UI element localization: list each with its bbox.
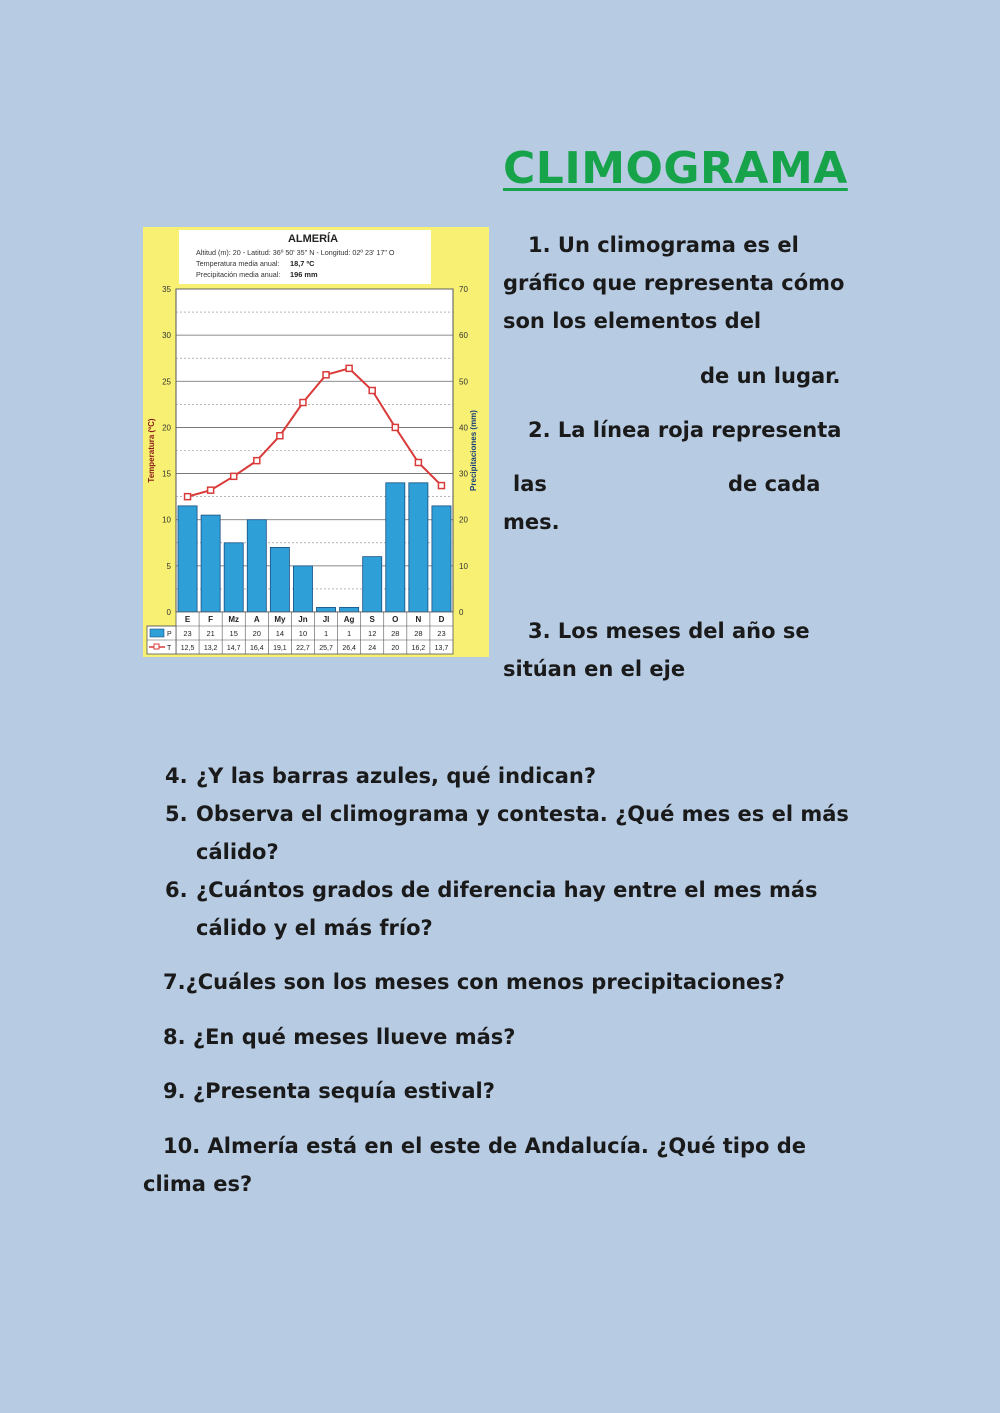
precipitation-bar: [201, 515, 220, 612]
precipitation-value: 1: [347, 629, 352, 638]
temperature-point: [369, 388, 375, 394]
temperature-point: [323, 372, 329, 378]
y-tick-left: 30: [162, 331, 171, 341]
list-text: cálido?: [196, 840, 279, 864]
x-tick-label: F: [208, 615, 214, 624]
chart-title: ALMERÍA: [287, 233, 339, 245]
info-line: Temperatura media anual:: [196, 259, 280, 268]
list-text: Observa el climograma y contesta. ¿Qué mes es el más: [196, 802, 849, 826]
y-tick-right: 60: [459, 331, 468, 341]
question-list: [165, 757, 865, 947]
temperature-point: [231, 473, 237, 479]
precipitation-value: 28: [391, 629, 400, 638]
info-line: Altitud (m): 20 - Latitud: 36º 50' 35" N - Longitud: 02º 23' 17" O: [196, 248, 395, 257]
list-text: ¿Y las barras azules, qué indican?: [196, 764, 597, 788]
x-tick-label: Mz: [228, 615, 240, 624]
y-tick-right: 20: [459, 515, 468, 525]
temperature-point: [185, 494, 191, 500]
list-item: [165, 909, 865, 947]
x-tick-label: Ag: [343, 615, 355, 624]
temperature-value: 22,7: [296, 645, 310, 652]
temperature-value: 14,7: [226, 645, 241, 652]
x-tick-label: Jn: [298, 615, 308, 624]
temperature-value: 16,4: [249, 645, 264, 652]
temperature-point: [438, 483, 444, 489]
q2-line3: mes.: [503, 510, 560, 534]
temperature-point: [277, 433, 283, 439]
q1-line4: de un lugar.: [700, 364, 841, 388]
x-tick-label: E: [184, 615, 191, 624]
precipitation-value: 23: [183, 629, 192, 638]
list-number: 5.: [165, 802, 188, 826]
temperature-point: [392, 424, 398, 430]
y-tick-left: 20: [162, 423, 171, 433]
temperature-point: [208, 487, 214, 493]
list-item: [165, 757, 865, 795]
precipitation-value: 21: [206, 629, 215, 638]
q10-line2: clima es?: [143, 1172, 253, 1196]
y-tick-left: 10: [162, 515, 171, 525]
y-tick-right: 70: [459, 285, 468, 294]
q2-part-b: de cada: [728, 472, 821, 496]
legend-bar-key: [150, 629, 164, 637]
list-text: ¿Cuántos grados de diferencia hay entre el mes más: [196, 878, 818, 902]
climograph-svg: [143, 227, 489, 657]
temperature-point: [415, 459, 421, 465]
legend-label-t: T: [167, 645, 172, 652]
info-value: 196 mm: [290, 270, 318, 279]
precipitation-value: 10: [298, 629, 308, 638]
precipitation-value: 1: [323, 629, 329, 638]
precipitation-bar: [293, 566, 312, 612]
precipitation-bar: [270, 547, 289, 612]
x-tick-label: D: [438, 615, 445, 624]
page-title: CLIMOGRAMA: [503, 143, 848, 194]
precipitation-bar: [340, 607, 359, 612]
temperature-point: [346, 365, 352, 371]
temperature-value: 19,1: [273, 645, 287, 652]
y-tick-left: 35: [162, 285, 171, 294]
y-tick-left: 15: [162, 469, 171, 479]
y-tick-left: 0: [166, 608, 171, 617]
q3-line2: sitúan en el eje: [503, 657, 686, 681]
list-item: [165, 871, 865, 909]
y-axis-label-left: Temperatura (ºC): [147, 418, 156, 483]
temperature-point: [300, 400, 306, 406]
temperature-value: 13,2: [203, 645, 218, 652]
temperature-value: 26,4: [342, 645, 356, 652]
x-tick-label: My: [274, 615, 286, 624]
q1-line3: son los elementos del: [503, 309, 762, 333]
precipitation-bar: [363, 557, 382, 612]
precipitation-value: 28: [414, 629, 423, 638]
x-tick-label: O: [392, 615, 399, 624]
precipitation-bar: [247, 520, 266, 612]
legend-point-key: [154, 644, 159, 649]
temperature-point: [254, 458, 260, 464]
x-tick-label: Jl: [322, 615, 330, 624]
x-tick-label: S: [369, 615, 375, 624]
temperature-value: 12,5: [180, 645, 195, 652]
y-tick-right: 40: [459, 423, 468, 433]
y-tick-right: 30: [459, 469, 468, 479]
q10-line1: 10. Almería está en el este de Andalucía. ¿Qué tipo de: [163, 1134, 807, 1158]
temperature-value: 20: [391, 645, 400, 652]
q3-line1: 3. Los meses del año se: [528, 619, 810, 643]
y-tick-right: 10: [459, 561, 468, 571]
precipitation-value: 12: [368, 629, 377, 638]
list-text: cálido y el más frío?: [196, 916, 433, 940]
precipitation-bar: [432, 506, 451, 612]
q8: 8. ¿En qué meses llueve más?: [163, 1025, 516, 1049]
y-tick-right: 0: [459, 608, 464, 617]
q1-line1: 1. Un climograma es el: [528, 233, 799, 257]
list-number: 6.: [165, 878, 188, 902]
precipitation-bar: [317, 607, 336, 612]
y-axis-label-right: Precipitaciones (mm): [469, 410, 478, 491]
precipitation-value: 20: [252, 629, 261, 638]
temperature-value: 25,7: [319, 645, 333, 652]
q2-part-a: las: [513, 472, 547, 496]
legend-label-p: P: [167, 631, 172, 638]
precipitation-bar: [386, 483, 405, 612]
x-tick-label: A: [253, 615, 260, 624]
precipitation-value: 15: [229, 629, 238, 638]
y-tick-right: 50: [459, 377, 468, 387]
precipitation-value: 14: [275, 629, 285, 638]
q9: 9. ¿Presenta sequía estival?: [163, 1079, 495, 1103]
temperature-value: 24: [368, 645, 377, 652]
list-number: 4.: [165, 764, 188, 788]
precipitation-bar: [224, 543, 243, 612]
x-tick-label: N: [415, 615, 422, 624]
q1-line2: gráfico que representa cómo: [503, 271, 845, 295]
precipitation-value: 23: [437, 629, 446, 638]
climograph-chart: [143, 227, 489, 657]
precipitation-bar: [409, 483, 428, 612]
precipitation-bar: [178, 506, 197, 612]
temperature-value: 13,7: [434, 645, 449, 652]
list-item: [165, 795, 865, 833]
q7: 7.¿Cuáles son los meses con menos precipitaciones?: [163, 970, 785, 994]
y-tick-left: 25: [162, 377, 171, 387]
temperature-value: 16,2: [411, 645, 426, 652]
list-item: [165, 833, 865, 871]
y-tick-left: 5: [166, 561, 171, 571]
info-value: 18,7 ºC: [290, 259, 315, 268]
info-line: Precipitación media anual:: [196, 270, 281, 279]
q2-line1: 2. La línea roja representa: [528, 418, 842, 442]
